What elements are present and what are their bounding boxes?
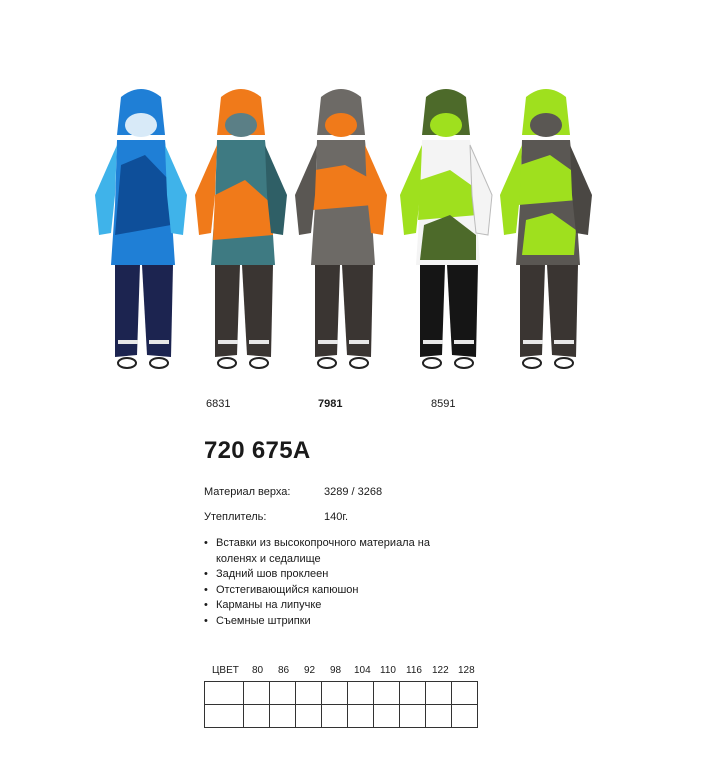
orange-grey-overall-icon [285, 85, 397, 380]
blue-overall-icon [85, 85, 197, 380]
spec-value: 3289 / 3268 [324, 486, 383, 498]
table-cell [452, 705, 478, 728]
table-row [205, 682, 478, 705]
orange-teal-overall-icon [185, 85, 297, 380]
feature-list [204, 536, 464, 629]
table-row [205, 705, 478, 728]
header-size: 116 [406, 665, 422, 676]
spec-insulation [204, 511, 348, 523]
table-cell [374, 682, 400, 705]
spec-label: Материал верха: [204, 486, 291, 498]
header-size: 86 [278, 665, 290, 676]
table-cell [296, 682, 322, 705]
header-color: ЦВЕТ [212, 665, 239, 676]
spec-value: 140г. [324, 511, 349, 523]
table-cell [322, 682, 348, 705]
lime-grey-overall-icon [490, 85, 602, 380]
table-cell [400, 682, 426, 705]
header-size: 80 [252, 665, 264, 676]
product-illustrations [85, 85, 615, 385]
table-cell [205, 682, 244, 705]
table-cell [270, 705, 296, 728]
table-cell [426, 682, 452, 705]
table-cell [205, 705, 244, 728]
table-cell [244, 705, 270, 728]
feature-item: • Вставки из высокопрочного материала на коленях и седалище [204, 536, 464, 567]
lime-white-overall-icon [390, 85, 502, 380]
color-code-2: 7981 [318, 398, 343, 410]
header-size: 122 [432, 665, 449, 676]
header-size: 104 [354, 665, 371, 676]
feature-item: • Задний шов проклеен [204, 567, 464, 583]
spec-label: Утеплитель: [204, 511, 267, 523]
header-size: 98 [330, 665, 342, 676]
table-cell [452, 682, 478, 705]
spec-outer-material [204, 486, 382, 498]
feature-item: • Карманы на липучке [204, 598, 464, 614]
table-cell [348, 705, 374, 728]
table-cell [426, 705, 452, 728]
feature-item: • Съемные штрипки [204, 614, 464, 630]
color-code-1: 6831 [206, 398, 231, 410]
size-table [204, 681, 478, 728]
table-cell [244, 682, 270, 705]
feature-item: • Отстегивающийся капюшон [204, 583, 464, 599]
table-cell [322, 705, 348, 728]
color-code-3: 8591 [431, 398, 456, 410]
header-size: 110 [380, 665, 396, 676]
header-size: 128 [458, 665, 475, 676]
article-number: 720 675A [204, 437, 311, 464]
table-cell [270, 682, 296, 705]
table-cell [348, 682, 374, 705]
table-cell [296, 705, 322, 728]
table-cell [400, 705, 426, 728]
table-cell [374, 705, 400, 728]
header-size: 92 [304, 665, 316, 676]
